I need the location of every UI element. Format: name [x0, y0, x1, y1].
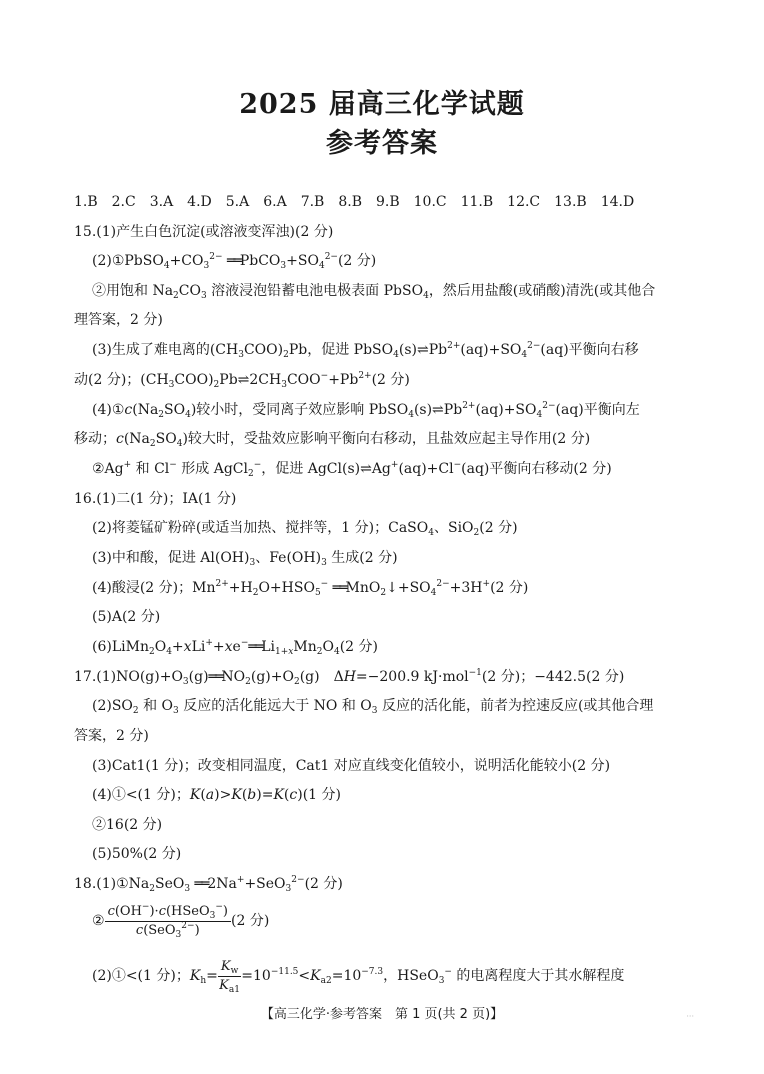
q17-part4b: ②16(2 分): [92, 817, 163, 833]
q16-part5: (5)A(2 分): [92, 609, 161, 625]
q16-part4: (4)酸浸(2 分)；$Mn^{2+}+H_2O+HSO_5^-$ $══MnO_2↓+SO_4^{2-}+3H^+(2$ 分): [92, 579, 529, 598]
page-subtitle: 参考答案: [326, 128, 438, 159]
watermark: ···: [686, 1012, 694, 1021]
q16-part6: $(6)LiMn_2O_4+xLi^++xe^-══Li_{1+x}Mn_2O_4(2$ 分): [92, 638, 378, 657]
q16-part3: (3)中和酸，促进 $Al(OH)_3$、$Fe(OH)_3$ 生成(2 分): [92, 550, 398, 568]
q15-part1: 15.(1)产生白色沉淀(或溶液变浑浊)(2 分): [74, 224, 334, 240]
q18-part1b: ② $\frac{c(OH^-)\cdot c(HSeO_3^-)}{c(SeO_3^{2-})}$ (2 分): [92, 901, 270, 940]
mc-answers: 1.B 2.C 3.A 4.D 5.A 6.A 7.B 8.B 9.B 10.C 11.B 12.C 13.B 14.D: [74, 194, 635, 210]
q15-part4-line2: 移动；$c(Na_2SO_4)$较大时，受盐效应影响平衡向右移动，且盐效应起主导作用(2 分): [74, 431, 591, 449]
q17-part2-line2: 答案，2 分): [74, 728, 149, 744]
page-footer: 【高三化学·参考答案 第 1 页(共 2 页)】: [260, 1007, 504, 1022]
q15-part2a: $(2)①PbSO_4+CO_3^{2-}$ $══PbCO_3+SO_4^{2-}(2$ 分): [92, 252, 377, 271]
q15-part4-line3: ②Ag+ 和 Cl− 形成 AgCl$_2$−，促进 AgCl(s)⇌Ag+(aq)+Cl−(aq)平衡向右移动(2 分): [92, 460, 612, 479]
equilibrium-expression: $\frac{c(OH^-)\cdot c(HSeO_3^-)}{c(SeO_3^{2-})}$: [105, 904, 231, 939]
q16-part2: (2)将菱锰矿粉碎(或适当加热、搅拌等，1 分)；CaSO$_4$、SiO$_2$(2 分): [92, 520, 518, 538]
q17-part5: (5)50%(2 分): [92, 846, 182, 862]
q16-part1: 16.(1)二(1 分)；ⅠA(1 分): [74, 491, 237, 507]
q18-part2: (2)①<(1 分)；$K_h=$ $\frac{K_w}{K_{a1}}$ $=10^{-11.5}<K_{a2}=10^{-7.3}$，HSeO$_3$− 的电离程度大于其水解程度: [92, 958, 625, 995]
q15-part2b-line1: ②用饱和 $Na_2CO_3$ 溶液浸泡铅蓄电池电极表面 PbSO$_4$，然后用盐酸(或硝酸)清洗(或其他合: [92, 283, 656, 301]
q17-part3: (3)Cat1(1 分)；改变相同温度，Cat1 对应直线变化值较小，说明活化能较小(2 分): [92, 758, 611, 774]
q15-part3-line2: 动(2 分)；$(CH_3COO)_2Pb\rightleftharpoons 2CH_3COO^-+Pb^{2+}(2$ 分): [74, 371, 410, 390]
q17-part4: (4)①<(1 分)；K(a)>K(b)=K(c)(1 分): [92, 787, 341, 803]
q18-part1: $18.(1)①Na_2SeO_3$ ══2Na++SeO$_3^{2-}$(2 分): [74, 875, 343, 894]
q15-part2b-line2: 理答案，2 分): [74, 312, 163, 328]
page-title: 2025 届高三化学试题: [239, 89, 525, 120]
q15-part3-line1: (3)生成了难电离的$(CH_3COO)_2Pb$，促进 $PbSO_4(s)\rightleftharpoons Pb^{2+}(aq)+SO_4^{2-}(aq)$平衡向右移: [92, 341, 639, 360]
q17-part1: $17.(1)NO(g)+O_3(g)══NO_2(g)+O_2(g)$ ΔH=−200.9 kJ·mol$^{-1}$(2 分)；−442.5(2 分): [74, 668, 625, 687]
q15-part4-line1: $(4)①c(Na_2SO_4)$较小时，受同离子效应影响 $PbSO_4(s)\rightleftharpoons Pb^{2+}(aq)+SO_4^{2-}(aq)$平衡向左: [92, 401, 640, 420]
q17-part2-line1: $(2)SO_2$ 和 $O_3$ 反应的活化能远大于 NO 和 $O_3$ 反应的活化能，前者为控速反应(或其他合理: [92, 698, 654, 716]
